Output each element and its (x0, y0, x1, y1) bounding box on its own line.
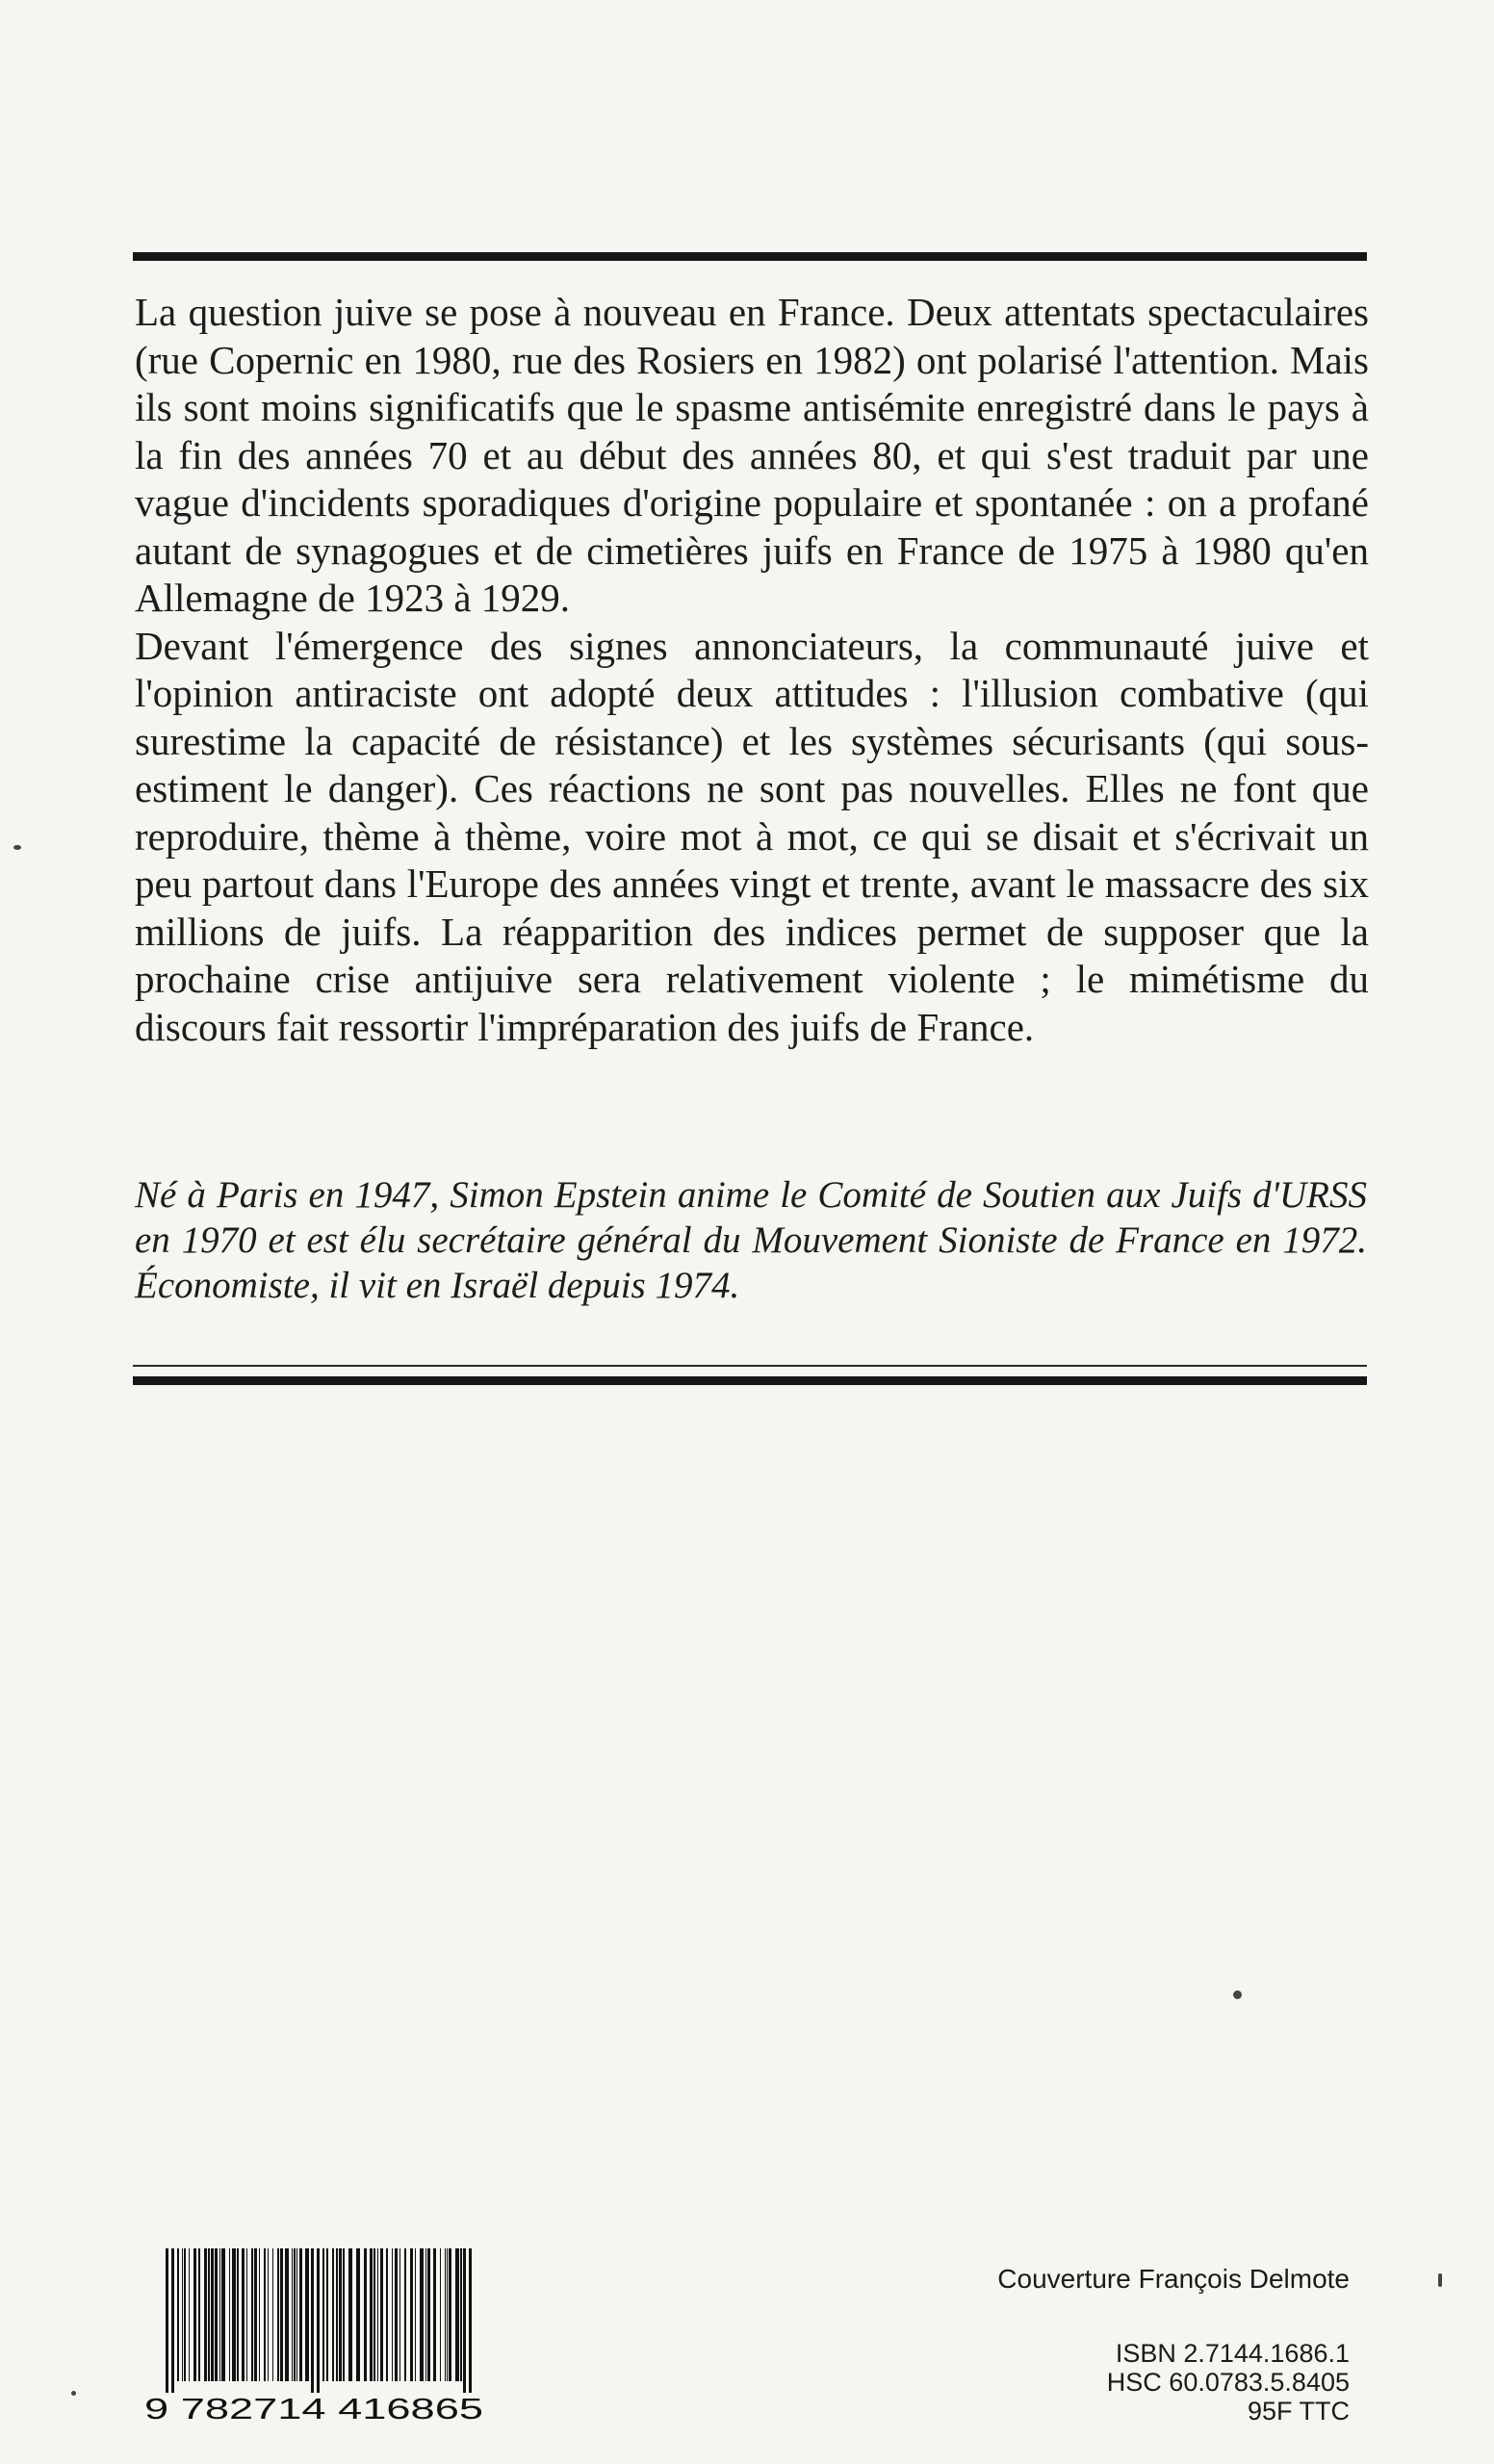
barcode-bar (229, 2248, 230, 2381)
barcode-bar (251, 2248, 253, 2381)
barcode-bar (193, 2248, 196, 2381)
barcode-bar (339, 2248, 342, 2381)
bottom-thin-rule (133, 1365, 1367, 1367)
barcode-bar (254, 2248, 257, 2381)
barcode-guard-bar (463, 2248, 466, 2393)
paper-speck (1438, 2273, 1442, 2287)
barcode-bar (305, 2248, 309, 2381)
barcode-bar (189, 2248, 190, 2381)
barcode-bar (296, 2248, 297, 2381)
barcode-bar (415, 2248, 416, 2381)
barcode-bar (392, 2248, 393, 2381)
barcode-bar (364, 2248, 367, 2381)
barcode-bar (445, 2248, 446, 2381)
barcode-guard-bar (469, 2248, 472, 2393)
barcode-bar (246, 2248, 247, 2381)
barcode-bar (425, 2248, 426, 2381)
barcode-bar (264, 2248, 266, 2381)
author-bio (135, 1172, 1367, 1308)
barcode-bar (182, 2248, 183, 2381)
barcode-bar (377, 2248, 378, 2381)
barcode-bar (285, 2248, 289, 2381)
barcode-bar (215, 2248, 218, 2381)
bottom-thick-rule (133, 1376, 1367, 1385)
barcode-bar (259, 2248, 260, 2381)
barcode-bar (294, 2248, 296, 2381)
barcode-bar (399, 2248, 400, 2381)
barcode-bar (374, 2248, 375, 2381)
barcode-bar (395, 2248, 398, 2381)
barcode-bars (166, 2248, 472, 2393)
barcode-bar (449, 2248, 451, 2381)
barcode-bar (427, 2248, 430, 2381)
barcode-bar (219, 2248, 220, 2381)
barcode-bar (447, 2248, 448, 2381)
cover-credit: Couverture François Delmote (997, 2264, 1350, 2294)
barcode-bar (440, 2248, 441, 2381)
blurb-paragraph-1: La question juive se pose à nouveau en France. Deux attentats spectaculaires (rue Copernic en 1980, rue des Rosiers en 1982) ont polarisé l'attention. Mais ils sont moins significatifs que le spasme antisémite enregistré dans le pays à la fin des années 70 et au début des années 80, et qui s'est traduit par une vague d'incidents sporadiques d'origine populaire et spontanée : on a profané autant de synagogues et de cimetières juifs en France de 1975 à 1980 qu'en Allemagne de 1923 à 1929. (135, 290, 1369, 620)
barcode-bar (410, 2248, 413, 2381)
barcode-bar (292, 2248, 293, 2381)
barcode-bar (198, 2248, 200, 2381)
barcode-bar (277, 2248, 279, 2381)
barcode-bar (211, 2248, 214, 2381)
isbn-line: ISBN 2.7144.1686.1 (1115, 2339, 1350, 2368)
barcode-bar (326, 2248, 328, 2381)
barcode-bar (348, 2248, 352, 2381)
top-rule (133, 252, 1367, 261)
barcode-bar (433, 2248, 436, 2381)
price-line: 95F TTC (1247, 2397, 1350, 2426)
barcode-bar (204, 2248, 207, 2381)
barcode-guard-bar (317, 2248, 320, 2393)
barcode-bar (386, 2248, 388, 2381)
paper-speck (13, 845, 21, 850)
barcode-bar (177, 2248, 179, 2381)
barcode-guard-bar (166, 2248, 168, 2393)
barcode-bar (343, 2248, 345, 2381)
barcode (144, 2248, 486, 2424)
barcode-bar (404, 2248, 406, 2381)
barcode-bar (356, 2248, 360, 2381)
barcode-bar (455, 2248, 459, 2381)
barcode-bar (272, 2248, 273, 2381)
barcode-number: 9 782714 416865 (144, 2392, 483, 2424)
back-cover-blurb (135, 289, 1369, 1051)
barcode-bar (208, 2248, 210, 2381)
barcode-bar (299, 2248, 302, 2381)
author-bio-text: Né à Paris en 1947, Simon Epstein anime le Comité de Soutien aux Juifs d'URSS en 1970 et est élu secrétaire général du Mouvement Sioniste de France en 1972. Économiste, il vit en Israël depuis 1974. (135, 1174, 1367, 1306)
barcode-bar (420, 2248, 424, 2381)
barcode-bar (237, 2248, 239, 2381)
blurb-paragraph-2: Devant l'émergence des signes annonciateurs, la communauté juive et l'opinion antiraciste ont adopté deux attitudes : l'illusion combative (qui surestime la capacité de résistance) et les systèmes sécurisants (qui sous-estiment le danger). Ces réactions ne sont pas nouvelles. Elles ne font que reproduire, thème à thème, voire mot à mot, ce qui se disait et s'écrivait un peu partout dans l'Europe des années vingt et trente, avant le massacre des six millions de juifs. La réapparition des indices permet de supposer que la prochaine crise antijuive sera relativement violente ; le mimétisme du discours fait ressortir l'impréparation des juifs de France. (135, 623, 1369, 1049)
barcode-guard-bar (311, 2248, 314, 2393)
hsc-line: HSC 60.0783.5.8405 (1106, 2368, 1350, 2397)
barcode-bar (380, 2248, 383, 2381)
publication-codes (1107, 2339, 1350, 2426)
barcode-bar (268, 2248, 269, 2381)
barcode-bar (280, 2248, 283, 2381)
barcode-bar (242, 2248, 245, 2381)
barcode-bar (184, 2248, 186, 2381)
barcode-bar (370, 2248, 373, 2381)
barcode-bar (336, 2248, 338, 2381)
barcode-bar (332, 2248, 334, 2381)
paper-speck (1233, 1990, 1242, 1999)
barcode-bar (322, 2248, 324, 2381)
barcode-bar (221, 2248, 225, 2381)
barcode-bar (232, 2248, 236, 2381)
barcode-bar (460, 2248, 462, 2381)
paper-speck (71, 2391, 76, 2396)
barcode-guard-bar (171, 2248, 174, 2393)
